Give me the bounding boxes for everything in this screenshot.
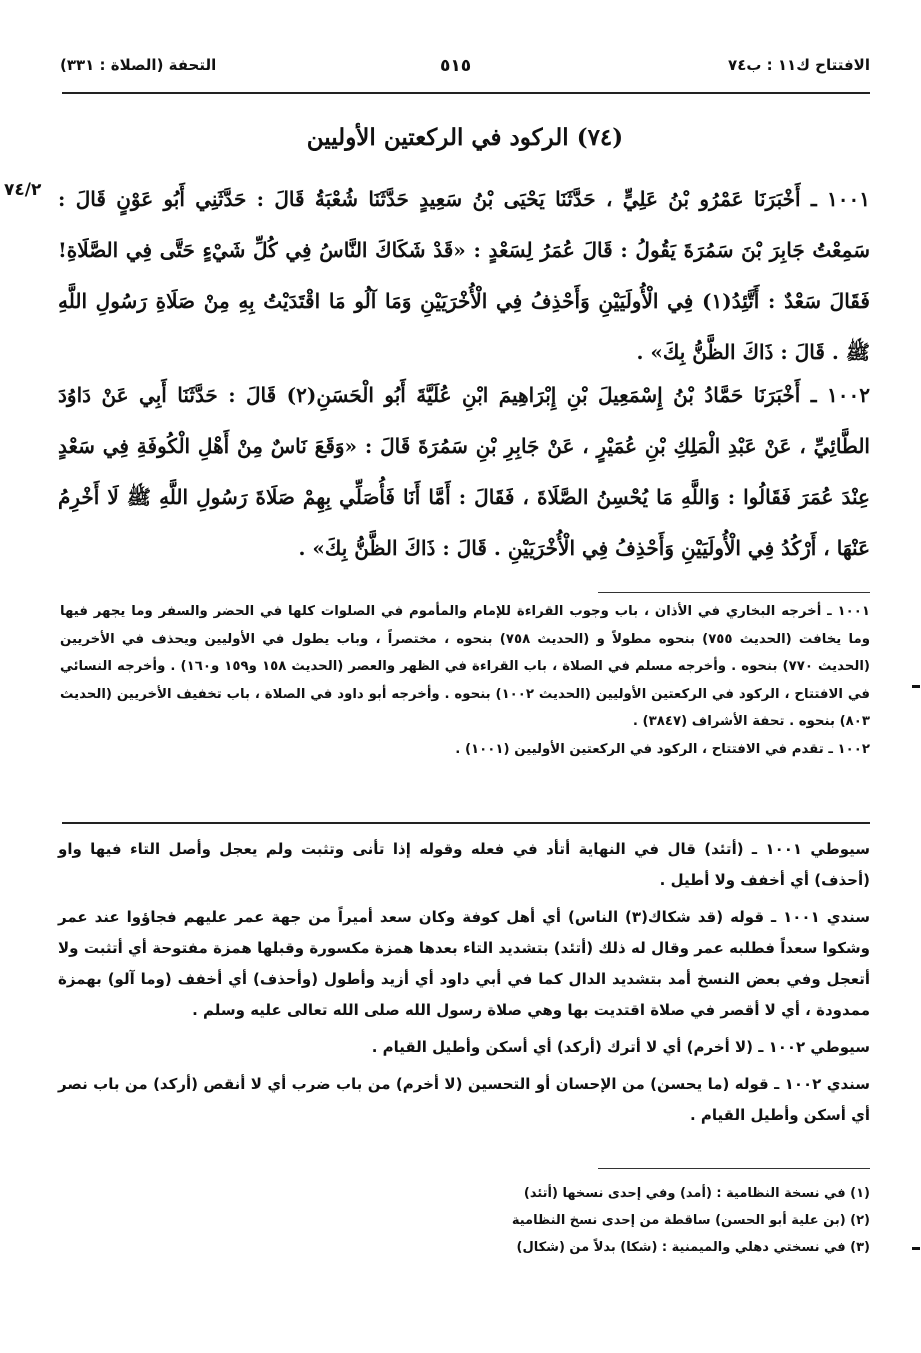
chapter-title: (٧٤) الركود في الركعتين الأوليين bbox=[306, 124, 624, 151]
hadith-1001: ١٠٠١ ـ أَخْبَرَنَا عَمْرُو بْنُ عَلِيٍّ ، حَدَّثَنَا يَحْيَى بْنُ سَعِيدٍ حَدَّثَنَا شُعْبَةُ قَالَ : حَدَّثَنِي أَبُو عَوْنٍ قَالَ : سَمِعْتُ جَابِرَ بْنَ سَمُرَةَ يَقُولُ : قَالَ عُمَرُ لِسَعْدٍ : «قَدْ شَكَاكَ النَّاسُ فِي كُلِّ شَيْءٍ حَتَّى فِي الصَّلَاةِ! فَقَالَ سَعْدٌ : أَتَّئِدُ(١) فِي الْأُولَيَيْنِ وَأَحْذِفُ فِي الْأُخْرَيَيْنِ وَمَا آلُو مَا اقْتَدَيْتُ بِهِ مِنْ صَلَاةِ رَسُولِ اللَّهِ ﷺ . قَالَ : ذَاكَ الظَّنُّ بِكَ» . bbox=[58, 187, 870, 364]
running-header bbox=[60, 52, 870, 82]
header-tuhfa-ref: التحفة (الصلاة : ٣٣١) bbox=[60, 56, 217, 74]
commentary-sindi-1002: سندي ١٠٠٢ ـ قوله (ما يحسن) من الإحسان أو التحسين (لا أخرم) من باب ضرب أي لا أنقص (أركد) من باب نصر أي أسكن وأطيل القيام . bbox=[58, 1075, 870, 1124]
takhrij-separator bbox=[598, 592, 870, 593]
commentary-suyuti-1001: سيوطي ١٠٠١ ـ (أتئد) قال في النهاية أتأد في فعله وقوله إذا تأنى وتثبت ولم يعجل وأصل التاء فيها واو (أحذف) أي أخفف ولا أطيل . bbox=[58, 840, 870, 889]
edge-mark bbox=[912, 685, 920, 688]
commentary-suyuti-1002: سيوطي ١٠٠٢ ـ (لا أخرم) أي لا أترك (أركد) أي أسكن وأطيل القيام . bbox=[371, 1038, 870, 1056]
takhrij-1002: ١٠٠٢ ـ تقدم في الافتتاح ، الركود في الركعتين الأوليين (١٠٠١) . bbox=[455, 741, 870, 757]
manuscript-footnotes bbox=[300, 1180, 870, 1261]
margin-reference-number: ٧٤/٢ bbox=[4, 180, 42, 200]
commentary-rule bbox=[62, 822, 870, 824]
footnote-2: (٢) (بن علية أبو الحسن) ساقطة من إحدى نسخ النظامية bbox=[511, 1213, 870, 1228]
footnote-separator bbox=[598, 1168, 870, 1169]
commentary-section bbox=[58, 834, 870, 1137]
footnote-3: (٣) في نسختي دهلي والميمنية : (شكا) بدلاً من (شكال) bbox=[516, 1240, 870, 1255]
footnote-1: (١) في نسخة النظامية : (أمد) وفي إحدى نسخها (أتئد) bbox=[523, 1186, 870, 1201]
hadith-1002: ١٠٠٢ ـ أَخْبَرَنَا حَمَّادُ بْنُ إِسْمَعِيلَ بْنِ إِبْرَاهِيمَ ابْنِ عُلَيَّةَ أَبُو الْحَسَنِ(٢) قَالَ : حَدَّثَنَا أَبِي عَنْ دَاوُدَ الطَّائِيِّ ، عَنْ عَبْدِ الْمَلِكِ بْنِ عُمَيْرٍ ، عَنْ جَابِرِ بْنِ سَمُرَةَ قَالَ : «وَقَعَ نَاسٌ مِنْ أَهْلِ الْكُوفَةِ فِي سَعْدٍ عِنْدَ عُمَرَ فَقَالُوا : وَاللَّهِ مَا يُحْسِنُ الصَّلَاةَ ، فَقَالَ : أَمَّا أَنَا فَأُصَلِّي بِهِمْ صَلَاةَ رَسُولِ اللَّهِ ﷺ لَا أَخْرِمُ عَنْهَا ، أَرْكُدُ فِي الْأُولَيَيْنِ وَأَحْذِفُ فِي الْأُخْرَيَيْنِ . قَالَ : ذَاكَ الظَّنُّ بِكَ» . bbox=[58, 383, 871, 560]
edge-mark bbox=[912, 1247, 920, 1250]
page-number: ٥١٥ bbox=[440, 56, 472, 76]
header-rule bbox=[62, 92, 870, 94]
commentary-sindi-1001: سندي ١٠٠١ ـ قوله (قد شكاك(٣) الناس) أي أهل كوفة وكان سعد أميراً من جهة عمر عليهم فجاؤوا عند عمر وشكوا سعداً فطلبه عمر وقال له ذلك (أتئد) بتشديد التاء بعدها همزة مكسورة وقبلها همزة مفتوحة أي أتثبت ولا أتعجل وفي بعض النسخ أمد بتشديد الدال كما في أبي داود أي أزيد وأطول (وأحذف) أي أخفف (وما آلو) بهمزة ممدودة ، أي لا أقصر في صلاة اقتديت بها وهي صلاة رسول الله صلى الله تعالى عليه وسلم . bbox=[58, 908, 870, 1019]
takhrij-notes bbox=[60, 598, 870, 763]
header-section-ref: الافتتاح ك١١ : ب٧٤ bbox=[728, 56, 870, 74]
takhrij-1001: ١٠٠١ ـ أخرجه البخاري في الأذان ، باب وجوب القراءة للإمام والمأموم في الصلوات كلها في الحضر والسفر وما يجهر فيها وما يخافت (الحديث ٧٥٥) بنحوه مطولاً و (الحديث ٧٥٨) بنحوه ، مختصراً ، وباب يطول في الأوليين ويحذف في الأخريين (الحديث ٧٧٠) بنحوه . وأخرجه مسلم في الصلاة ، باب القراءة في الظهر والعصر (الحديث ١٥٨ و١٥٩ و١٦٠) . وأخرجه النسائي في الافتتاح ، الركود في الركعتين الأوليين (الحديث ١٠٠٢) بنحوه . وأخرجه أبو داود في الصلاة ، باب تخفيف الأخريين (الحديث ٨٠٣) بنحوه . تحفة الأشراف (٣٨٤٧) . bbox=[60, 604, 870, 729]
